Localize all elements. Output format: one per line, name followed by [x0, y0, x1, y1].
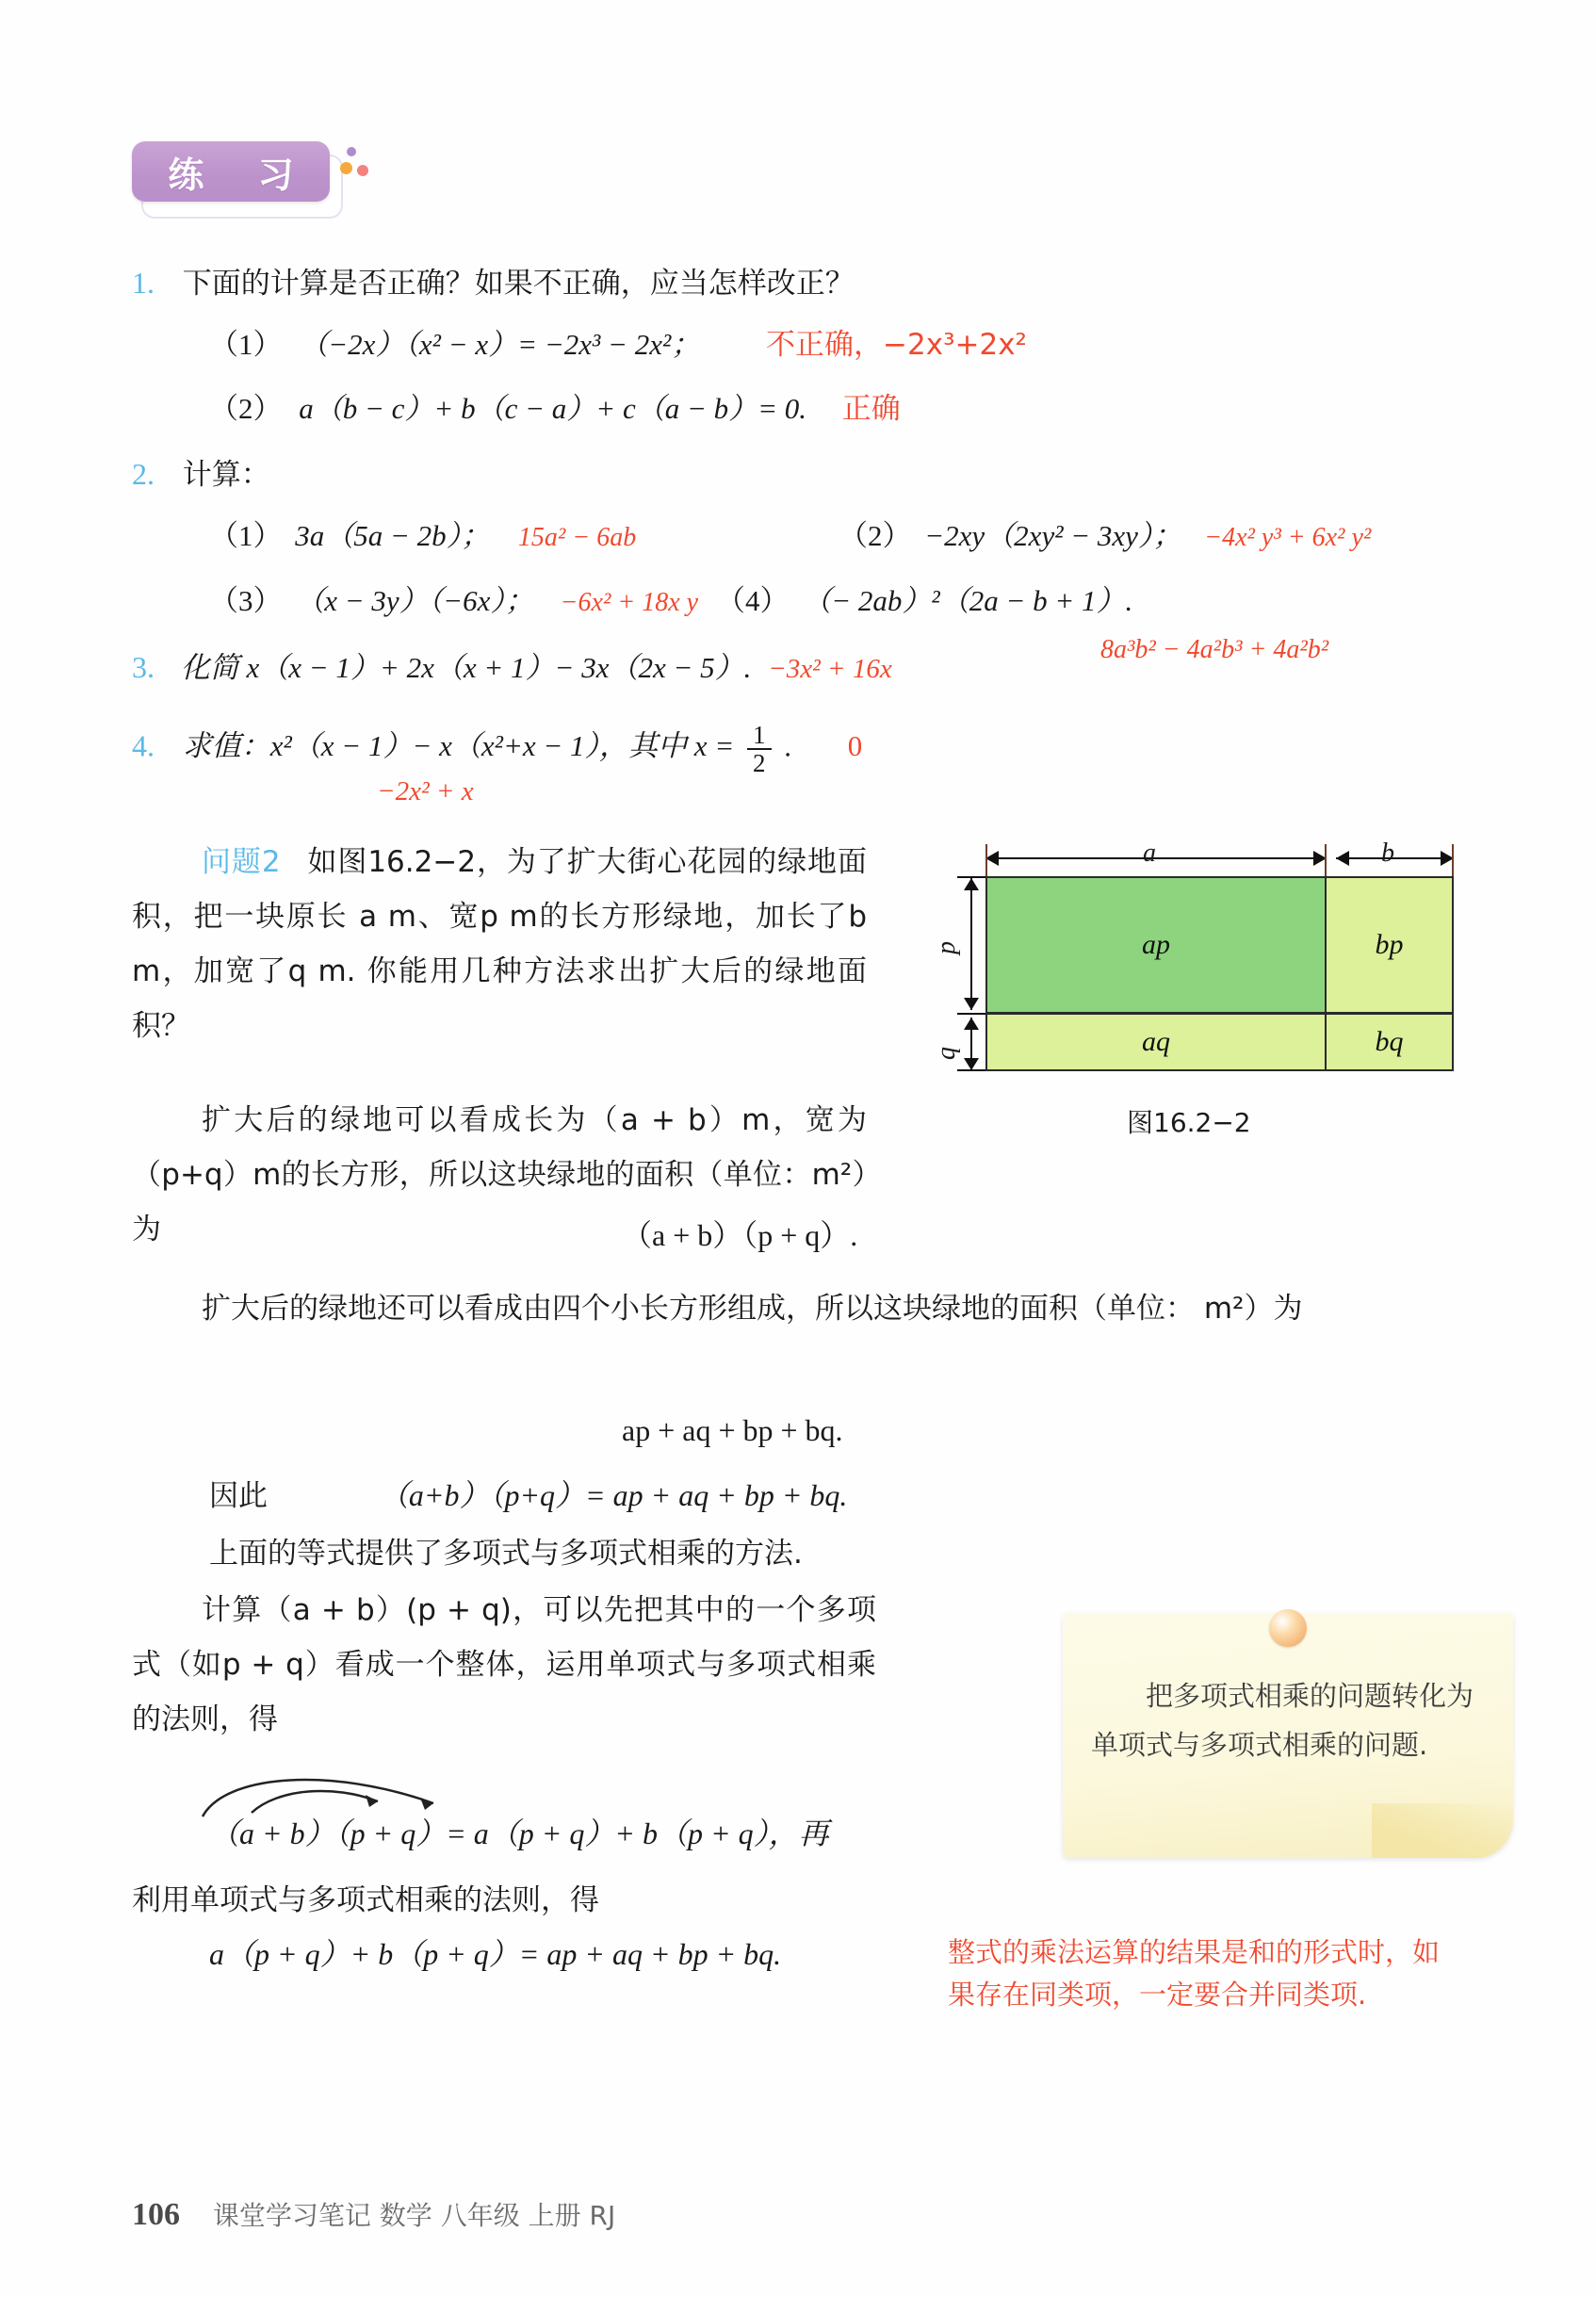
body-paragraph-4: 上面的等式提供了多项式与多项式相乘的方法. — [209, 1537, 803, 1571]
exercise-2-item-3 — [209, 586, 698, 616]
equation-5 — [209, 1939, 781, 1969]
figure-cell-bq — [1325, 1013, 1454, 1071]
arrow-head-p-top-icon — [964, 878, 979, 890]
exercise-1-item-1-answer: 不正确，−2x³+2x² — [766, 328, 1027, 362]
exercise-4-row — [132, 722, 862, 777]
exercise-2-item-3-answer: −6x² + 18x y — [560, 588, 699, 617]
figure-cell-aq-label: aq — [1142, 1026, 1170, 1057]
figure-cell-ap — [985, 876, 1327, 1014]
footer-text: 课堂学习笔记 数学 八年级 上册 RJ — [212, 2200, 616, 2231]
exercise-2-item-1-body: 3a（5a − 2b）； — [295, 519, 491, 552]
arrow-head-p-bottom-icon — [964, 998, 979, 1010]
guide-line-left — [985, 844, 987, 876]
page-footer — [132, 2195, 615, 2233]
figure-cell-aq — [985, 1013, 1327, 1071]
exercise-2-item-2-label: （2） — [839, 519, 912, 552]
exercise-3-stem: 化简 x（x − 1）+ 2x（x + 1）− 3x（2x − 5）. — [180, 651, 752, 684]
dimension-line-b — [1336, 857, 1454, 859]
exercise-4-work: −2x² + x — [377, 776, 474, 806]
sticky-note — [1063, 1613, 1513, 1858]
decor-dot-orange-icon — [340, 162, 352, 174]
exercise-2-item-4-answer: 8a³b² − 4a²b³ + 4a²b² — [1100, 635, 1329, 664]
body-paragraph-1-text: 扩大后的绿地可以看成长为（a + b）m，宽为（p+q）m的长方形，所以这块绿地的面积（单位：m²）为 — [132, 1103, 867, 1246]
exercise-1-item-2-body: a（b − c）+ b（c − a）+ c（a − b）= 0. — [299, 392, 807, 425]
exercise-1-stem-row — [132, 268, 855, 299]
page-number: 106 — [132, 2197, 180, 2232]
dimension-line-p — [970, 878, 972, 1010]
guide-line-mid — [1325, 844, 1327, 876]
figure-cell-bp-label: bp — [1375, 929, 1404, 960]
exercise-1-item-1-label: （1） — [209, 328, 283, 361]
figure-cell-bq-label: bq — [1375, 1026, 1404, 1057]
exercise-1-stem: 下面的计算是否正确？如果不正确，应当怎样改正？ — [182, 267, 855, 301]
decor-dot-pink-icon — [357, 165, 368, 176]
figure-caption: 图16.2−2 — [1127, 1107, 1251, 1138]
exercise-2-item-1 — [209, 521, 636, 551]
exercise-2-item-3-body: （x − 3y）（−6x）； — [295, 584, 534, 617]
exercise-1-item-2-answer: 正确 — [841, 392, 901, 426]
exercise-2-stem: 计算： — [182, 458, 270, 492]
exercise-2-item-4-body: （− 2ab）²（2a − b + 1）. — [802, 584, 1133, 617]
tick-mid — [957, 1013, 987, 1015]
equation-5-text: a（p + q）+ b（p + q）= ap + aq + bp + bq. — [209, 1937, 782, 1971]
exercise-2-item-2-body: −2xy（2xy² − 3xy）； — [924, 519, 1182, 552]
exercise-4-number: 4. — [132, 728, 155, 763]
exercise-4-stem-tail: . — [784, 729, 791, 763]
exercise-1-item-1 — [209, 330, 1027, 360]
exercise-2-item-2-answer: −4x² y³ + 6x² y² — [1204, 523, 1372, 552]
exercise-2-item-1-answer: 15a² − 6ab — [517, 523, 637, 552]
arrow-head-q-top-icon — [964, 1018, 979, 1030]
body-paragraph-2: 扩大后的绿地还可以看成由四个小长方形组成，所以这块绿地的面积（单位： m²）为 — [202, 1292, 1303, 1326]
arrow-head-a-left-icon — [985, 851, 999, 866]
figure-label-a: a — [1143, 839, 1156, 868]
exercise-2-item-4 — [716, 586, 1132, 615]
dimension-line-a — [985, 857, 1327, 859]
exercise-1-item-2 — [209, 394, 901, 424]
problem-2-paragraph — [132, 835, 867, 1053]
sticky-note-pin-icon — [1269, 1609, 1307, 1647]
exercise-3-answer: −3x² + 16x — [768, 654, 892, 684]
equation-1: （a + b）（p + q）. — [622, 1218, 858, 1252]
exercise-3-row — [132, 652, 892, 683]
practice-badge-label: 练 习 — [168, 154, 315, 196]
exercise-2-number: 2. — [132, 457, 155, 491]
figure-cell-bp — [1325, 876, 1454, 1014]
bottom-red-annotation: 整式的乘法运算的结果是和的形式时，如果存在同类项，一定要合并同类项. — [948, 1936, 1441, 2011]
decor-dot-purple-icon — [347, 147, 356, 156]
exercise-3-number: 3. — [132, 650, 155, 684]
exercise-4-answer: 0 — [847, 729, 863, 763]
exercise-4-stem: 求值：x²（x − 1）− x（x²+x − 1），其中 x = — [182, 729, 735, 763]
exercise-4-fraction-denominator: 2 — [753, 749, 766, 778]
figure-label-b: b — [1381, 839, 1394, 868]
tick-bottom — [957, 1069, 987, 1071]
exercise-1-item-1-body: （−2x）（x² − x）= −2x³ − 2x²； — [299, 328, 701, 361]
body-paragraph-5: 计算（a + b）(p + q)，可以先把其中的一个多项式（如p + q）看成一个整体，运用单项式与多项式相乘的法则，得 — [132, 1593, 876, 1736]
problem-2-text: 如图16.2−2，为了扩大街心花园的绿地面积，把一块原长 a m、宽p m的长方形绿地，加长了b m，加宽了q m. 你能用几种方法求出扩大后的绿地面积？ — [132, 845, 867, 1043]
exercise-2-item-2 — [839, 521, 1371, 551]
exercise-2-item-3-label: （3） — [209, 584, 283, 617]
arrow-head-b-left-icon — [1336, 851, 1349, 866]
equation-2: ap + aq + bp + bq. — [622, 1413, 843, 1447]
figure-label-p: p — [932, 941, 961, 954]
exercise-4-fraction-numerator: 1 — [747, 722, 772, 750]
exercise-1-number: 1. — [132, 266, 155, 300]
figure-16-2-2 — [932, 839, 1515, 1083]
problem-2-label: 问题2 — [202, 845, 281, 879]
body-paragraph-6: 利用单项式与多项式相乘的法则，得 — [132, 1883, 599, 1917]
exercise-2-stem-row — [132, 459, 270, 490]
guide-line-right — [1452, 844, 1454, 876]
practice-badge-group — [132, 141, 377, 222]
body-paragraph-3 — [209, 1468, 1472, 1523]
exercise-1-item-2-label: （2） — [209, 392, 283, 425]
exercise-4-fraction — [747, 722, 772, 777]
sticky-note-fold — [1372, 1803, 1513, 1858]
exercise-2-item-1-label: （1） — [209, 519, 283, 552]
sticky-note-text: 把多项式相乘的问题转化为单项式与多项式相乘的问题. — [1091, 1680, 1474, 1761]
equation-4 — [209, 1818, 829, 1849]
exercise-2-item-4-label: （4） — [716, 584, 790, 617]
equation-4-text: （a + b）（p + q）= a（p + q）+ b（p + q），再 — [209, 1816, 829, 1850]
practice-badge — [132, 141, 330, 202]
tick-top — [957, 876, 987, 878]
equation-3: （a+b）（p+q）= ap + aq + bp + bq. — [378, 1478, 848, 1512]
body-paragraph-3-lead: 因此 — [209, 1479, 268, 1513]
figure-label-q: q — [932, 1047, 961, 1060]
figure-cell-ap-label: ap — [1142, 929, 1170, 960]
